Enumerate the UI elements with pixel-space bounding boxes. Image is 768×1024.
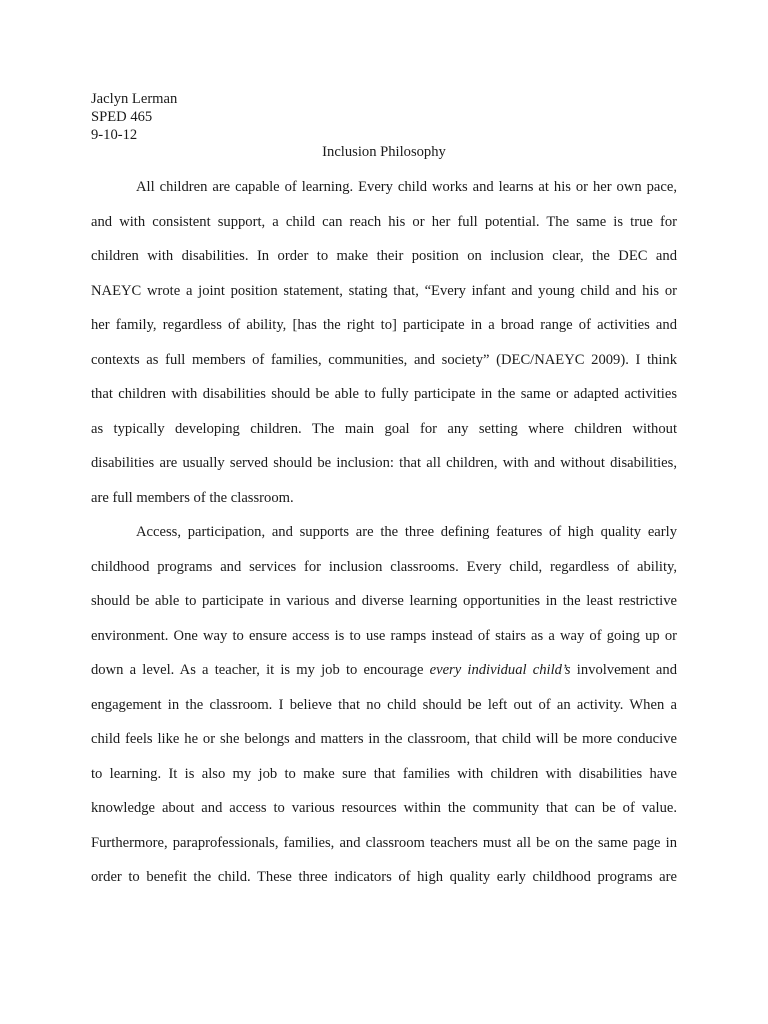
paragraph-line: NAEYC wrote a joint position statement, stating that, “Every infant and young child and his or	[91, 283, 677, 299]
paragraph-line: her family, regardless of ability, [has the right to] participate in a broad range of activities and	[91, 317, 677, 333]
paragraph-line: children with disabilities. In order to make their position on inclusion clear, the DEC and	[91, 248, 677, 264]
author-name: Jaclyn Lerman	[91, 91, 178, 107]
document-title: Inclusion Philosophy	[322, 144, 446, 160]
line-text: down a level. As a teacher, it is my job to encourage	[91, 662, 430, 678]
paragraph-line: to learning. It is also my job to make sure that families with children with disabilities have	[91, 766, 677, 782]
paragraph-line: Furthermore, paraprofessionals, families, and classroom teachers must all be on the same page in	[91, 835, 677, 851]
paragraph-line: should be able to participate in various and diverse learning opportunities in the least restrictive	[91, 593, 677, 609]
paragraph-line	[91, 661, 677, 679]
line-text: involvement and	[570, 662, 677, 678]
paragraph-line: child feels like he or she belongs and matters in the classroom, that child will be more conducive	[91, 731, 677, 747]
paragraph-line: All children are capable of learning. Every child works and learns at his or her own pace,	[136, 179, 677, 195]
paragraph-line: are full members of the classroom.	[91, 490, 294, 506]
paragraph-line: knowledge about and access to various resources within the community that can be of value.	[91, 800, 677, 816]
document-date: 9-10-12	[91, 127, 138, 143]
paragraph-line: that children with disabilities should be able to fully participate in the same or adapted activities	[91, 386, 677, 402]
paragraph-line: and with consistent support, a child can reach his or her full potential. The same is true for	[91, 214, 677, 230]
paragraph-line: contexts as full members of families, communities, and society” (DEC/NAEYC 2009). I think	[91, 352, 677, 368]
emphasized-text: every individual child’s	[429, 662, 571, 678]
paragraph-line: as typically developing children. The main goal for any setting where children without	[91, 421, 677, 437]
course-code: SPED 465	[91, 109, 153, 125]
paragraph-line: environment. One way to ensure access is to use ramps instead of stairs as a way of going up or	[91, 628, 677, 644]
paragraph-line: engagement in the classroom. I believe that no child should be left out of an activity. When a	[91, 697, 677, 713]
paragraph-line: childhood programs and services for inclusion classrooms. Every child, regardless of ability,	[91, 559, 677, 575]
document-header	[91, 90, 391, 144]
paragraph-line: disabilities are usually served should be inclusion: that all children, with and without disabilities,	[91, 455, 677, 471]
paragraph-line: Access, participation, and supports are the three defining features of high quality early	[136, 524, 677, 540]
paragraph-line: order to benefit the child. These three indicators of high quality early childhood programs are	[91, 869, 677, 885]
